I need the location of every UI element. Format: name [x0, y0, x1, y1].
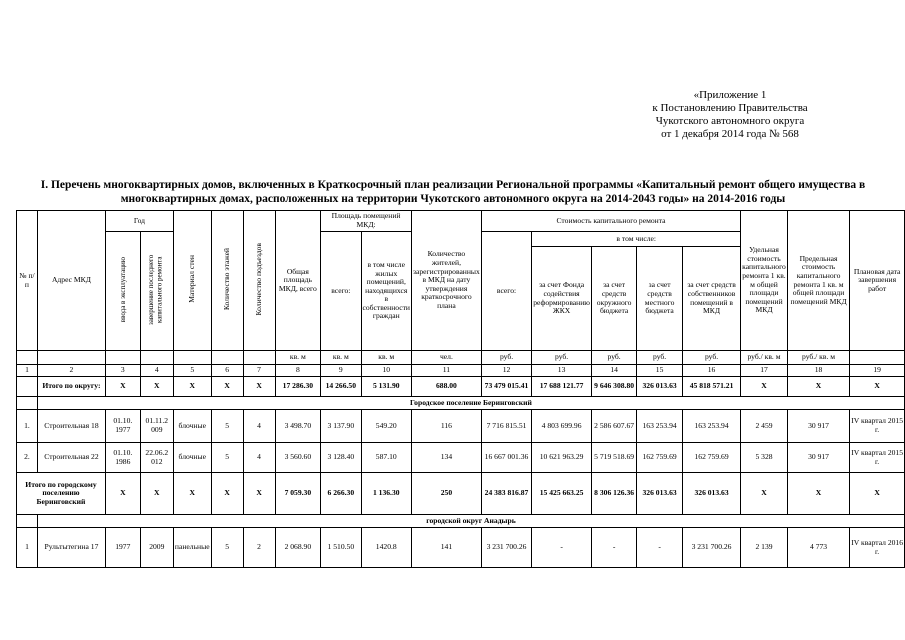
- table-cell: 5: [211, 410, 243, 443]
- unit-empty: [37, 351, 105, 365]
- table-cell: 7 716 815.51: [481, 410, 531, 443]
- table-cell: 5: [211, 443, 243, 473]
- header-owners: за счет средств собственников помещений в МКД: [682, 247, 740, 351]
- table-cell: 2009: [140, 528, 173, 568]
- table-cell: 7 059.30: [275, 473, 321, 515]
- table-cell: 116: [412, 410, 482, 443]
- header-premises-area: Площадь помещений МКД:: [321, 211, 412, 232]
- table-cell: 326 013.63: [682, 473, 740, 515]
- unit-empty: [140, 351, 173, 365]
- table-cell: 1 136.30: [361, 473, 412, 515]
- header-year-last-repair: [140, 232, 173, 351]
- header-total-area: Общая площадь МКД, всего: [275, 211, 321, 351]
- table-cell: X: [140, 377, 173, 397]
- table-cell: 3 560.60: [275, 443, 321, 473]
- header-floors: [211, 211, 243, 351]
- unit-local: руб.: [637, 351, 683, 365]
- table-cell: 2 459: [741, 410, 788, 443]
- table-cell: X: [105, 377, 140, 397]
- table-cell: 4: [243, 410, 275, 443]
- table-cell: 01.11.2 009: [140, 410, 173, 443]
- col-number: 10: [361, 365, 412, 377]
- table-cell: 01.10. 1977: [105, 410, 140, 443]
- table-cell: X: [211, 473, 243, 515]
- unit-empty: [17, 351, 38, 365]
- table-cell: 1: [17, 528, 38, 568]
- header-wall-material: [173, 211, 211, 351]
- table-cell: -: [591, 528, 636, 568]
- table-cell: 17 688 121.77: [532, 377, 592, 397]
- header-year: Год: [105, 211, 173, 232]
- table-cell: 5 328: [741, 443, 788, 473]
- unit-owners: руб.: [682, 351, 740, 365]
- unit-fund: руб.: [532, 351, 592, 365]
- table-cell: [17, 397, 38, 410]
- unit-specific-cost: руб./ кв. м: [741, 351, 788, 365]
- header-num: № п/п: [17, 211, 38, 351]
- table-cell: X: [211, 377, 243, 397]
- col-number: 17: [741, 365, 788, 377]
- document-title: I. Перечень многоквартирных домов, включенных в Краткосрочный план реализации Региональной программы «Капитальный ремонт общего имущества в многоквартирных домах, расположенных на территории Чукотского автономного округа на 2014-2043 годы» на 2014-2016 годы: [40, 179, 866, 205]
- table-cell: 1 510.50: [321, 528, 361, 568]
- table-cell: панельные: [173, 528, 211, 568]
- table-cell: [17, 377, 38, 397]
- header-entrances: [243, 211, 275, 351]
- header-fund: за счет Фонда содействия реформированию ЖКХ: [532, 247, 592, 351]
- table-cell: 1977: [105, 528, 140, 568]
- table-cell: 22.06.2 012: [140, 443, 173, 473]
- col-number: 12: [481, 365, 531, 377]
- table-cell: блочные: [173, 443, 211, 473]
- table-cell: IV квартал 2015 г.: [850, 410, 905, 443]
- unit-residents: чел.: [412, 351, 482, 365]
- table-cell: [17, 515, 38, 528]
- table-row: [17, 410, 905, 443]
- table-cell: X: [741, 377, 788, 397]
- table-row-district-total: [17, 377, 905, 397]
- table-cell: 4: [243, 443, 275, 473]
- table-cell: 6 266.30: [321, 473, 361, 515]
- header-address: Адрес МКД: [37, 211, 105, 351]
- table-cell: 2.: [17, 443, 38, 473]
- table-cell: -: [637, 528, 683, 568]
- header-including: в том числе:: [532, 232, 741, 247]
- unit-premises-total: кв. м: [321, 351, 361, 365]
- col-number: 9: [321, 365, 361, 377]
- table-row: [17, 443, 905, 473]
- table-cell: X: [850, 377, 905, 397]
- table-cell: X: [173, 377, 211, 397]
- table-cell: 2 068.90: [275, 528, 321, 568]
- table-cell: 326 013.63: [637, 377, 683, 397]
- table-cell: 162 759.69: [682, 443, 740, 473]
- table-cell: 01.10. 1986: [105, 443, 140, 473]
- table-cell: 163 253.94: [637, 410, 683, 443]
- table-cell: 688.00: [412, 377, 482, 397]
- unit-empty: [211, 351, 243, 365]
- table-cell: Итого по округу:: [37, 377, 105, 397]
- unit-empty: [243, 351, 275, 365]
- table-cell: 5 719 518.69: [591, 443, 636, 473]
- table-cell: 2 139: [741, 528, 788, 568]
- table-cell: X: [741, 473, 788, 515]
- header-floors-text: Количество этажей: [221, 248, 231, 311]
- header-cost: Стоимость капитального ремонта: [481, 211, 740, 232]
- header-premises-total: всего:: [321, 232, 361, 351]
- table-cell: 14 266.50: [321, 377, 361, 397]
- appendix-line-2: к Постановлению Правительства: [652, 102, 808, 114]
- unit-total-area: кв. м: [275, 351, 321, 365]
- table-cell: X: [243, 473, 275, 515]
- unit-cost-total: руб.: [481, 351, 531, 365]
- col-number: 3: [105, 365, 140, 377]
- col-number: 2: [37, 365, 105, 377]
- table-cell: 1.: [17, 410, 38, 443]
- table-section-row: [17, 397, 905, 410]
- table-cell: 16 667 001.36: [481, 443, 531, 473]
- appendix-line-3: Чукотского автономного округа: [655, 115, 805, 127]
- table-cell: 141: [412, 528, 482, 568]
- section-title: Городское поселение Беринговский: [37, 397, 904, 410]
- appendix-line-4: от 1 декабря 2014 года № 568: [661, 128, 799, 140]
- col-number: 5: [173, 365, 211, 377]
- table-cell: Рультытегина 17: [37, 528, 105, 568]
- col-number: 1: [17, 365, 38, 377]
- col-number: 11: [412, 365, 482, 377]
- header-local: за счет средств местного бюджета: [637, 247, 683, 351]
- table-cell: 250: [412, 473, 482, 515]
- table-cell: 1420.8: [361, 528, 412, 568]
- table-cell: -: [532, 528, 592, 568]
- table-cell: X: [787, 377, 849, 397]
- header-year-commission: [105, 232, 140, 351]
- table-cell: 3 231 700.26: [682, 528, 740, 568]
- table-cell: 4 803 699.96: [532, 410, 592, 443]
- table-cell: 549.20: [361, 410, 412, 443]
- table-cell: IV квартал 2016 г.: [850, 528, 905, 568]
- table-row-settlement-total: [17, 473, 905, 515]
- col-number: 13: [532, 365, 592, 377]
- table-cell: 134: [412, 443, 482, 473]
- table-cell: IV квартал 2015 г.: [850, 443, 905, 473]
- unit-empty: [850, 351, 905, 365]
- table-row: [17, 528, 905, 568]
- col-number: 7: [243, 365, 275, 377]
- header-residents: Количество жителей, зарегистрированных в МКД на дату утверждения краткосрочного плана: [412, 211, 482, 351]
- table-cell: 45 818 571.21: [682, 377, 740, 397]
- unit-empty: [105, 351, 140, 365]
- header-wall-material-text: Материал стен: [186, 255, 196, 304]
- table-cell: 8 306 126.36: [591, 473, 636, 515]
- unit-premises-citizens: кв. м: [361, 351, 412, 365]
- header-completion: Плановая дата завершения работ: [850, 211, 905, 351]
- table-cell: 15 425 663.25: [532, 473, 592, 515]
- table-cell: Строительная 18: [37, 410, 105, 443]
- header-year-commission-text: ввода в эксплуатацию: [118, 257, 127, 323]
- col-number: 19: [850, 365, 905, 377]
- unit-empty: [173, 351, 211, 365]
- header-specific-cost: Удельная стоимость капитального ремонта 1 кв. м общей площади помещений МКД: [741, 211, 788, 351]
- houses-table: [16, 210, 905, 568]
- header-entrances-text: Количество подъездов: [253, 242, 263, 316]
- table-cell: 9 646 308.80: [591, 377, 636, 397]
- table-cell: 162 759.69: [637, 443, 683, 473]
- table-cell: 17 286.30: [275, 377, 321, 397]
- table-cell: 30 917: [787, 410, 849, 443]
- header-year-last-repair-text: завершение последнего капитального ремонта: [146, 254, 164, 325]
- table-cell: 3 128.40: [321, 443, 361, 473]
- appendix-block: [600, 89, 860, 141]
- col-number: 15: [637, 365, 683, 377]
- table-cell: 24 383 816.87: [481, 473, 531, 515]
- col-number: 8: [275, 365, 321, 377]
- header-district: за счет средств окружного бюджета: [591, 247, 636, 351]
- col-number: 18: [787, 365, 849, 377]
- table-cell: 30 917: [787, 443, 849, 473]
- table-cell: 326 013.63: [637, 473, 683, 515]
- table-cell: 5: [211, 528, 243, 568]
- col-number: 6: [211, 365, 243, 377]
- table-cell: Итого по городскому поселению Беринговский: [17, 473, 106, 515]
- table-cell: 10 621 963.29: [532, 443, 592, 473]
- col-number: 16: [682, 365, 740, 377]
- table-cell: Строительная 22: [37, 443, 105, 473]
- unit-district: руб.: [591, 351, 636, 365]
- table-cell: 587.10: [361, 443, 412, 473]
- table-cell: 3 231 700.26: [481, 528, 531, 568]
- col-number: 4: [140, 365, 173, 377]
- table-cell: 2: [243, 528, 275, 568]
- appendix-line-1: «Приложение 1: [693, 89, 767, 101]
- table-cell: X: [787, 473, 849, 515]
- unit-max-cost: руб./ кв. м: [787, 351, 849, 365]
- col-number: 14: [591, 365, 636, 377]
- table-cell: X: [140, 473, 173, 515]
- table-cell: 4 773: [787, 528, 849, 568]
- table-cell: 3 137.90: [321, 410, 361, 443]
- header-premises-citizens: в том числе жилых помещений, находящихся в собственности граждан: [361, 232, 412, 351]
- table-cell: 73 479 015.41: [481, 377, 531, 397]
- table-section-row: [17, 515, 905, 528]
- table-cell: 163 253.94: [682, 410, 740, 443]
- table-cell: 2 586 607.67: [591, 410, 636, 443]
- header-cost-total: всего:: [481, 232, 531, 351]
- header-max-cost: Предельная стоимость капитального ремонта 1 кв. м общей площади помещений МКД: [787, 211, 849, 351]
- table-cell: блочные: [173, 410, 211, 443]
- section-title: городской округ Анадырь: [37, 515, 904, 528]
- table-cell: 3 498.70: [275, 410, 321, 443]
- table-cell: X: [105, 473, 140, 515]
- table-cell: 5 131.90: [361, 377, 412, 397]
- table-cell: X: [173, 473, 211, 515]
- table-cell: X: [850, 473, 905, 515]
- table-cell: X: [243, 377, 275, 397]
